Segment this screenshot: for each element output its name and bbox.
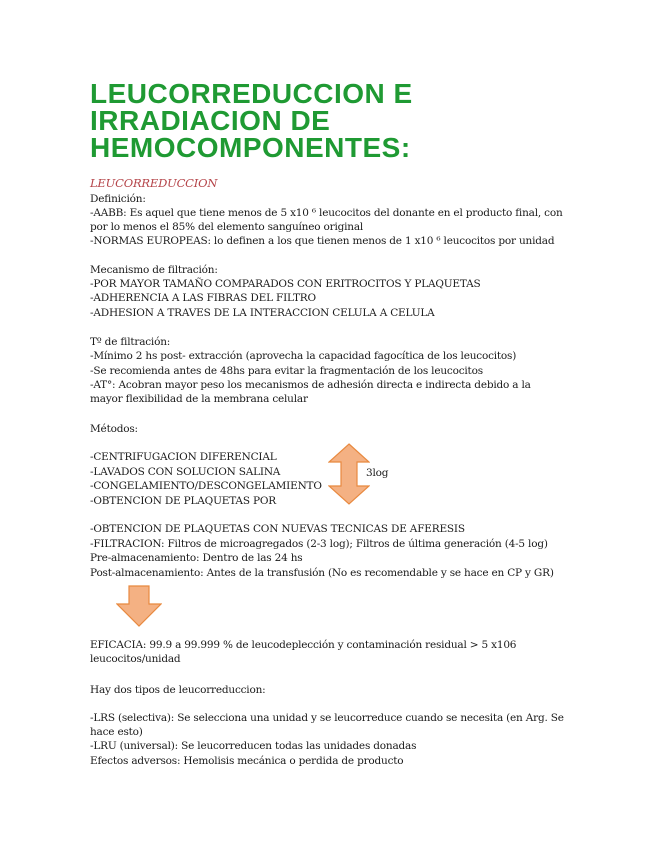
- title-line-2: IRRADIACION DE: [90, 105, 331, 136]
- title-line-3: HEMOCOMPONENTES:: [90, 132, 411, 163]
- tipos-item: -LRS (selectiva): Se selecciona una unidad y se leucorreduce cuando se necesita (en Arg. Se hace esto): [90, 712, 564, 738]
- log-side-note: 3log: [366, 467, 389, 479]
- mecanismo-label: Mecanismo de filtración:: [90, 264, 218, 276]
- temperatura-item: -Mínimo 2 hs post- extracción (aprovecha la capacidad fagocítica de los leucocitos): [90, 350, 517, 362]
- metodos-label: Métodos:: [90, 423, 138, 435]
- eficacia-text: EFICACIA: 99.9 a 99.999 % de leucodeplección y contaminación residual > 5 x106 leucocitos/unidad: [90, 639, 517, 665]
- tipos-label: Hay dos tipos de leucorreduccion:: [90, 684, 266, 696]
- section-heading: LEUCORREDUCCION: [90, 176, 218, 190]
- definicion-label: Definición:: [90, 193, 146, 205]
- mecanismo-item: -POR MAYOR TAMAÑO COMPARADOS CON ERITROCITOS Y PLAQUETAS: [90, 278, 481, 290]
- metodos-item2: -OBTENCION DE PLAQUETAS CON NUEVAS TECNICAS DE AFERESIS: [90, 523, 465, 535]
- mecanismo-item: -ADHERENCIA A LAS FIBRAS DEL FILTRO: [90, 292, 316, 304]
- definicion-normas: -NORMAS EUROPEAS: lo definen a los que tienen menos de 1 x10 ⁶ leucocitos por unidad: [90, 235, 555, 247]
- tipos-item: -LRU (universal): Se leucorreducen todas las unidades donadas: [90, 740, 417, 752]
- metodos-item2: Post-almacenamiento: Antes de la transfusión (No es recomendable y se hace en CP y GR): [90, 567, 554, 579]
- metodos-item2: -FILTRACION: Filtros de microagregados (2-3 log); Filtros de última generación (4-5 log): [90, 538, 548, 550]
- metodos-item2: Pre-almacenamiento: Dentro de las 24 hs: [90, 552, 303, 564]
- down-arrow-icon: [116, 585, 162, 627]
- metodos-item: -OBTENCION DE PLAQUETAS POR: [90, 495, 276, 507]
- tipos-item: Efectos adversos: Hemolisis mecánica o perdida de producto: [90, 755, 404, 767]
- temperatura-item: -AT°: Acobran mayor peso los mecanismos de adhesión directa e indirecta debido a la mayor flexibilidad de la membrana celular: [90, 379, 531, 405]
- double-arrow-icon: [328, 443, 370, 505]
- mecanismo-item: -ADHESION A TRAVES DE LA INTERACCION CELULA A CELULA: [90, 307, 435, 319]
- definicion-aabb: -AABB: Es aquel que tiene menos de 5 x10 ⁶ leucocitos del donante en el producto final, con por lo menos el 85% del elemento sanguíneo original: [90, 207, 563, 233]
- temperatura-label: Tº de filtración:: [90, 336, 171, 348]
- temperatura-item: -Se recomienda antes de 48hs para evitar la fragmentación de los leucocitos: [90, 365, 483, 377]
- title-line-1: LEUCORREDUCCION E: [90, 78, 413, 109]
- metodos-item: -CONGELAMIENTO/DESCONGELAMIENTO: [90, 480, 322, 492]
- metodos-item: -CENTRIFUGACION DIFERENCIAL: [90, 451, 277, 463]
- page-title: [90, 80, 610, 161]
- metodos-item: -LAVADOS CON SOLUCION SALINA: [90, 466, 281, 478]
